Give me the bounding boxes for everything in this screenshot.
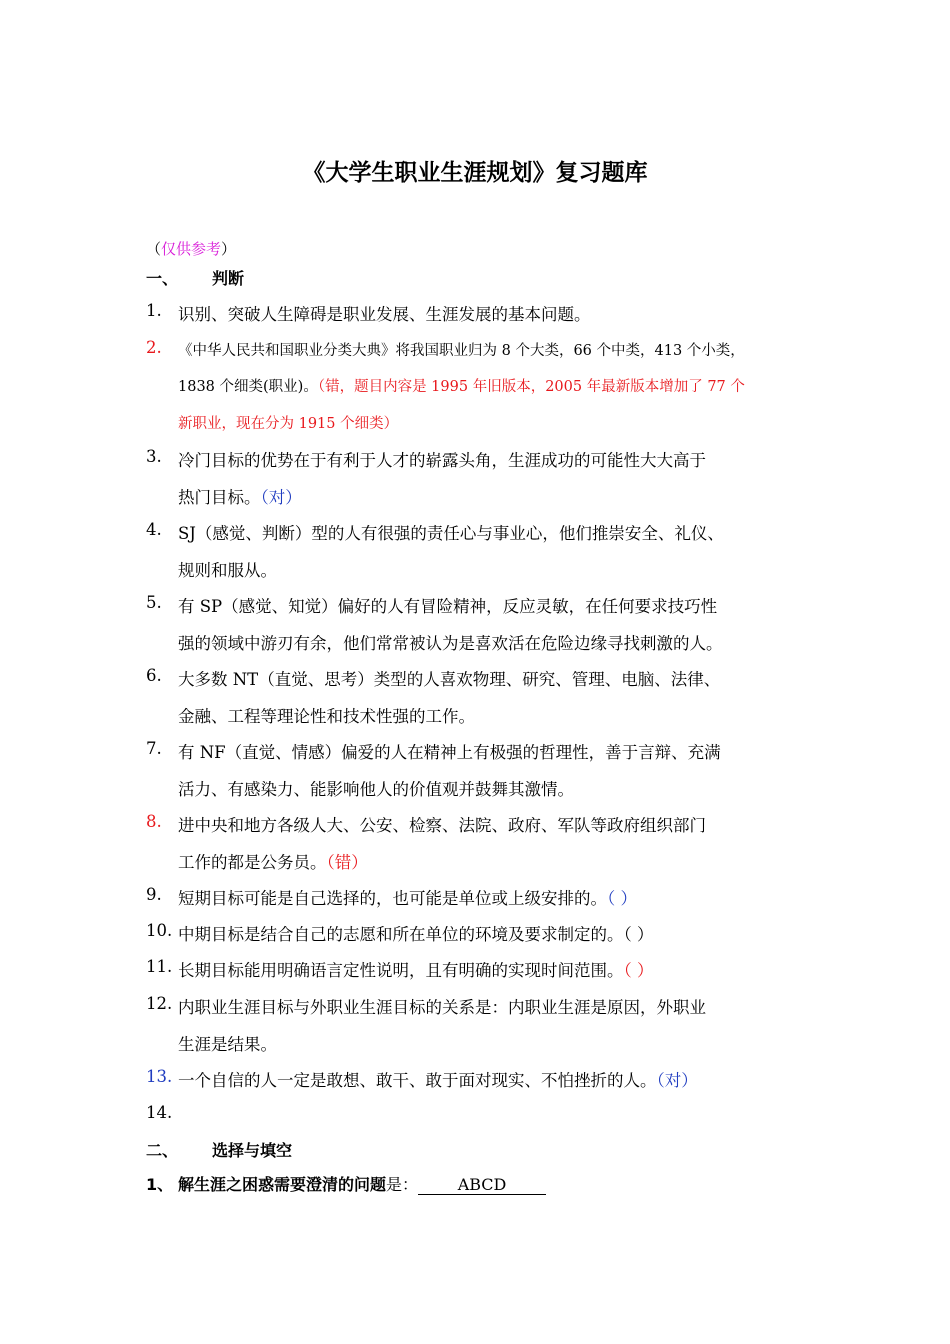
document-title: 《大学生职业生涯规划》复习题库 — [302, 160, 648, 186]
answer-correct: （对） — [656, 1071, 698, 1090]
document-page: 《大学生职业生涯规划》复习题库 （仅供参考） 一、 判断 1. 识别、突破人生障碍是职业发展、生涯发展的基本问题。 2. 《中华人民共和国职业分类大典》将我国职业归为 8 个大类，66 个中类，413 个小类， 1838 个细类(职业)。（错，题目内容是 1995 年旧版本，2005 年最新版本增加了 77 个 新职业，现在分为 1915 个细类） 3. 冷门目标的优势在于有利于人才的崭露头角，生涯成功的可能性大大高于 热门目标。（对） 4. SJ（感觉、判断）型的人有很强的责任心与事业心，他们推崇安全、礼仪、 规则和服从。 5. 有 SP（感觉、知觉）偏好的人有冒险精神，反应灵敏，在任何要求技巧性 强的领域中游刃有余，他们常常被认为是喜欢活在危险边缘寻找刺激的人。 6. 大多数 NT（直觉、思考）类型的人喜欢物理、研究、管理、电脑、法律、 金融、工程等理论性和技术性强的工作。 7. 有 NF（直觉、情感）偏爱的人在精神上有极强的哲理性，善于言辩、充满 活力、有感染力、能影响他人的价值观并鼓舞其激情。 8. 进中央和地方各级人大、公安、检察、法院、政府、军队等政府组织部门 工作的都是公务员。（错） 9. 短期目标可能是自己选择的，也可能是单位或上级安排的。（ ） 10. 中期目标是结合自己的志愿和所在单位的环境及要求制定的。（ ） 11. 长期目标能用明确语言定性说明，且有明确的实现时间范围。（ ） 12. 内职业生涯目标与外职业生涯目标的关系是：内职业生涯是原因，外职业 生涯是结果。 13. 一个自信的人一定是敢想、敢干、敢于面对现实、不怕挫折的人。（对） 14. 二、 选择与填空 1、 解生涯之困惑需要澄清的问题是： ABCD — [0, 0, 950, 1344]
answer-blank-field: ABCD — [418, 1176, 546, 1195]
answer-blank: （ ） — [607, 889, 637, 908]
choice-question-1: 1、 解生涯之困惑需要澄清的问题是： ABCD — [146, 1172, 546, 1195]
reference-note-text: 仅供参考 — [161, 240, 222, 258]
answer-wrong: （错） — [326, 853, 368, 872]
reference-note: （仅供参考） — [146, 240, 237, 258]
answer-blank: （ ） — [623, 961, 654, 980]
answer-correct: （对） — [260, 488, 302, 507]
section-heading-choice: 二、 选择与填空 — [146, 1141, 293, 1160]
section-heading-judgment: 一、 判断 — [146, 269, 245, 288]
answer-wrong: （错，题目内容是 1995 年旧版本，2005 年最新版本增加了 77 个 — [317, 379, 745, 395]
